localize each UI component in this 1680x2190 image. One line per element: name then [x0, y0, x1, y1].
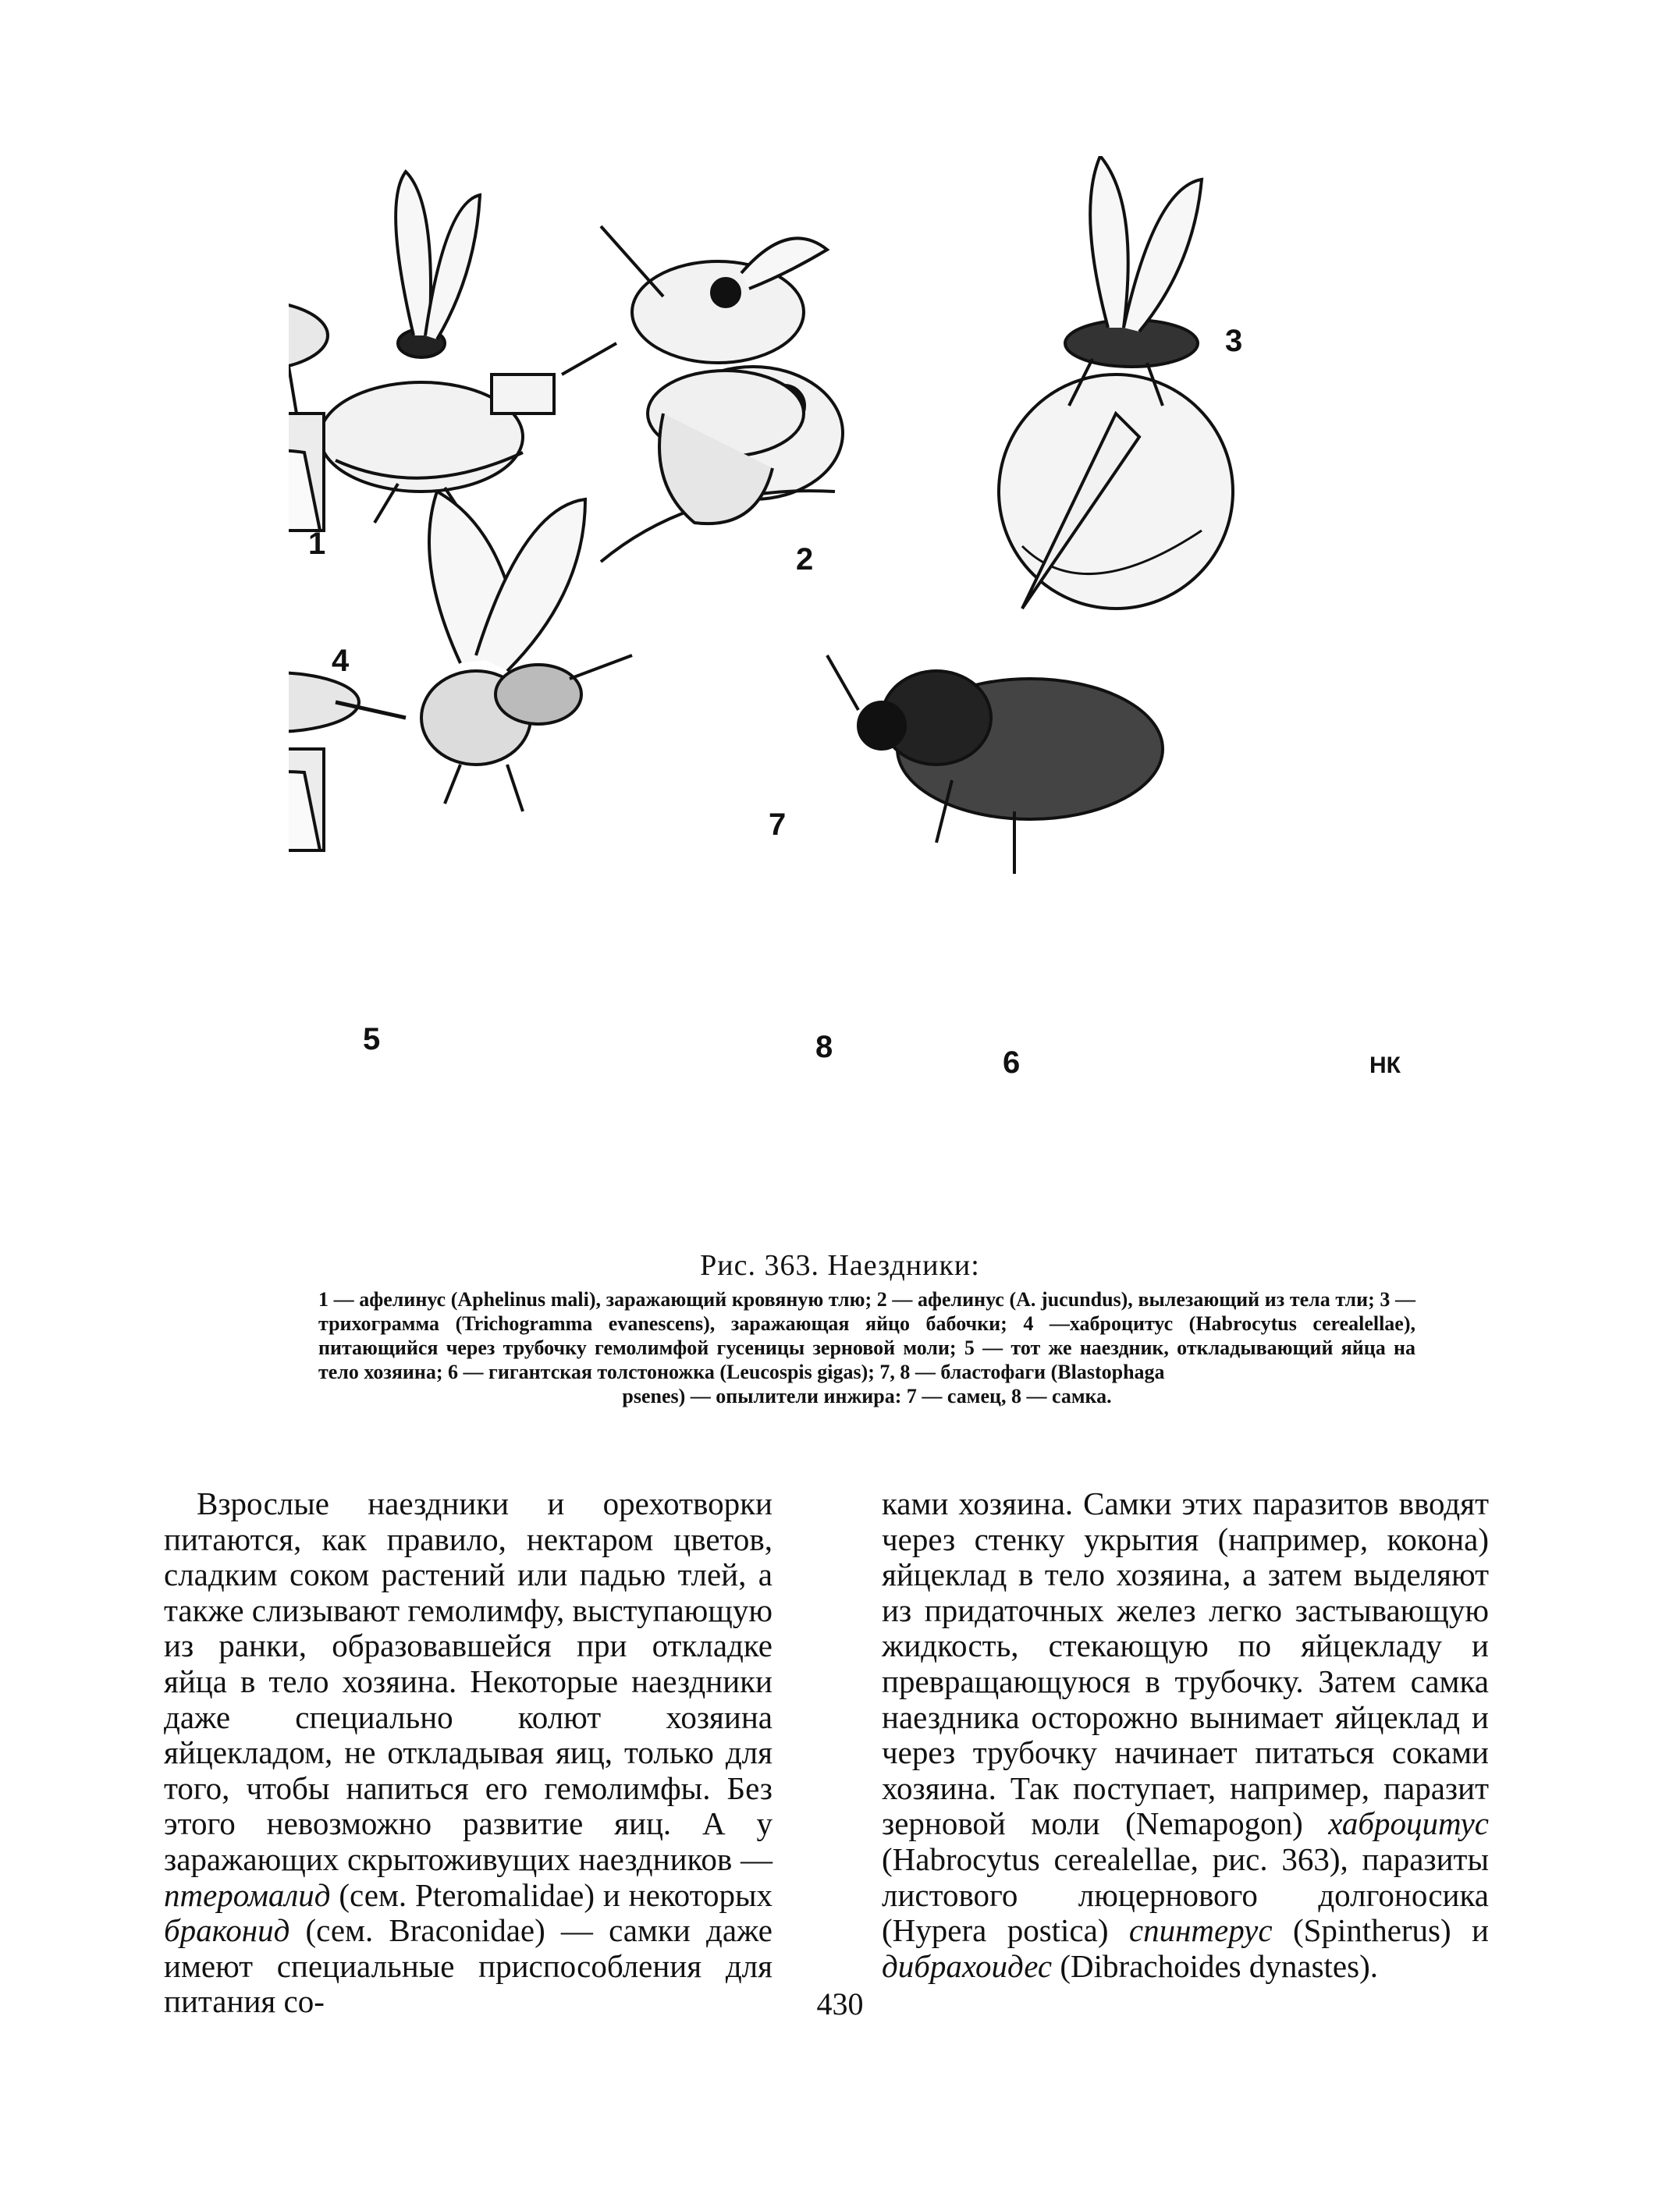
insect-5-drawing: [289, 673, 406, 850]
term-dibrachoides: дибрахоидес: [882, 1947, 1053, 1984]
figure-label-5: 5: [363, 1022, 381, 1056]
figure-label-8: 8: [815, 1030, 833, 1064]
left-text-3: (сем. Braconidae) — самки даже имеют специальные приспособления для питания со-: [164, 1912, 773, 2020]
right-text-2: (Habrocytus cerealellae, рис. 363), паразиты листового люцернового долгоносика (Hypera postica): [882, 1840, 1489, 1949]
insect-4-drawing: [289, 300, 328, 531]
term-braconid: браконид: [164, 1912, 290, 1949]
insect-3-drawing: [999, 156, 1233, 609]
figure-label-3: 3: [1225, 324, 1243, 358]
figure-label-7: 7: [769, 807, 787, 842]
term-pteromalid: птеромалид: [164, 1876, 331, 1913]
figure-caption-title: Рис. 363. Наездники:: [700, 1249, 980, 1282]
right-text-1: ками хозяина. Самки этих паразитов вводят через стенку укрытия (например, кокона) яйцеклад в тело хозяина, а затем выделяют из придаточных желез легко застывающую жидкость, стекающую по яйцекладу и превращающуюся в трубочку. Затем самка наездника осторожно вынимает яйцеклад и через трубочку начинает питаться соками хозяина. Так поступает, например, паразит зерновой моли (Nemapogon): [882, 1485, 1489, 1842]
right-paragraph: [882, 1486, 1489, 1984]
figure-label-1: 1: [308, 527, 326, 561]
figure-label-6: 6: [1003, 1045, 1021, 1080]
illustration-figure: [289, 156, 1428, 1178]
insect-8-drawing: [421, 492, 632, 811]
figure-caption-body: [318, 1287, 1415, 1408]
artist-signature: НК: [1369, 1052, 1401, 1078]
insect-7-drawing: [492, 371, 804, 524]
term-spintherus: спинтерус: [1128, 1912, 1273, 1949]
insect-1-drawing: [320, 172, 523, 523]
left-text-2: (сем. Pteromalidae) и некоторых: [330, 1876, 773, 1913]
right-text-4: (Dibrachoides dynastes).: [1052, 1947, 1378, 1984]
term-habrocytus: хаброцитус: [1328, 1805, 1489, 1842]
left-text-1: Взрослые наездники и орехотворки питаются, как правило, нектаром цветов, сладким соком растений или падью тлей, а также слизывают гемолимфу, выступающую из ранки, образовавшейся при откладке яйца в тело хозяина. Некоторые наездники даже специально колют хозяина яйцекладом, не откладывая яиц, только для того, чтобы напиться его гемолимфы. Без этого невозможно развитие яиц. А у заражающих скрытоживущих наездников —: [164, 1485, 773, 1877]
figure-label-4: 4: [332, 644, 350, 678]
figure-label-2: 2: [796, 542, 814, 577]
text-column-right: [882, 1486, 1489, 1984]
caption-body-last: psenes) — опылители инжира: 7 — самец, 8 — самка.: [622, 1385, 1112, 1407]
caption-body-main: 1 — афелинус (Aphelinus mali), заражающий кровяную тлю; 2 — афелинус (A. jucundus), вылезающий из тела тли; 3 — трихограмма (Trichogramma evanescens), заражающая яйцо бабочки; 4 —хаброцитус (Habrocytus cerealellae), питающийся через трубочку гемолимфой гусеницы зерновой моли; 5 — тот же наездник, откладывающий яйца на тело хозяина; 6 — гигантская толстоножка (Leucospis gigas); 7, 8 — бластофаги (Blastophaga: [318, 1288, 1415, 1383]
left-paragraph: [164, 1486, 773, 2020]
right-text-3: (Spintherus) и: [1272, 1912, 1489, 1949]
page-number: 430: [816, 1986, 864, 2021]
text-column-left: [164, 1486, 773, 2020]
